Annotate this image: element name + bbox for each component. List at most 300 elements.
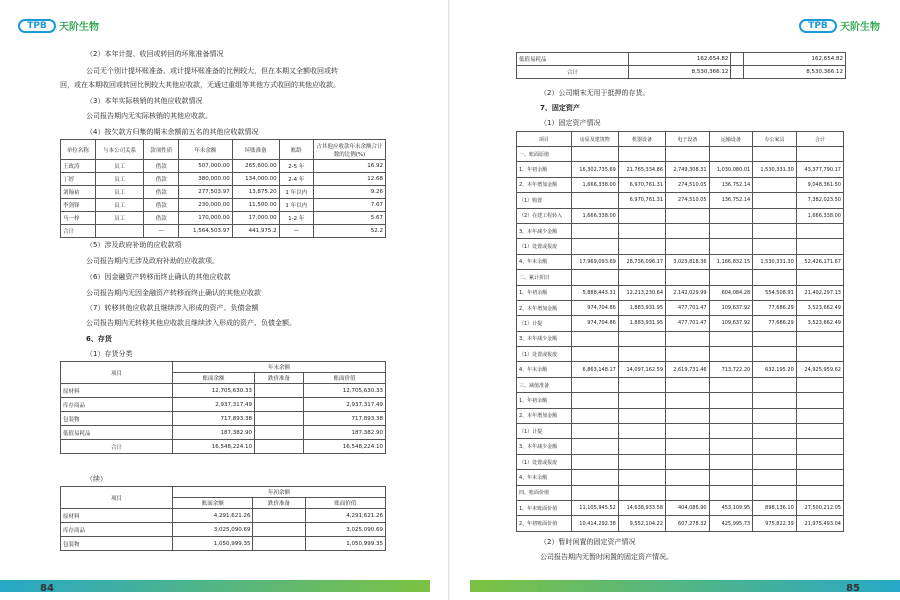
t1-cell: 刘翰祐 xyxy=(61,186,96,199)
t5-cell xyxy=(796,470,843,485)
t5-cell: 14,638,933.58 xyxy=(618,500,665,515)
t2-cell: 原材料 xyxy=(61,384,173,398)
t5-cell: 109,637.92 xyxy=(709,316,753,331)
t5-cell xyxy=(571,193,618,208)
footer-bar-right xyxy=(470,580,900,592)
t5-cell xyxy=(666,439,710,454)
t5-cell: 11,105,945.52 xyxy=(571,500,618,515)
t5-cell xyxy=(709,270,753,285)
brand-logo-right xyxy=(799,18,880,33)
t5-cell xyxy=(796,393,843,408)
t5-cell xyxy=(753,377,797,392)
t2-cell: 717,893.38 xyxy=(303,412,385,426)
t5-cell: （1）购置 xyxy=(517,193,572,208)
t5-cell xyxy=(618,408,665,423)
t1-cell: 9.26 xyxy=(314,186,386,199)
table-row xyxy=(517,147,844,162)
t5-head-1: 房屋及建筑物 xyxy=(571,132,618,147)
t5-cell xyxy=(666,393,710,408)
t1-cell: 17,000.00 xyxy=(232,212,279,225)
t2-cell: 2,937,317.49 xyxy=(303,398,385,412)
para-top5-heading: （4）按欠款方归集的期末余额前五名的其他应收款情况 xyxy=(86,128,259,136)
t1-cell: 借款 xyxy=(144,173,179,186)
t5-cell xyxy=(618,424,665,439)
t3-head-group: 年初余额 xyxy=(173,487,386,498)
t3-cell: 3,025,090.69 xyxy=(173,523,253,537)
table-row xyxy=(517,193,844,208)
t1-cell: 1-2 年 xyxy=(279,212,313,225)
brand-name: 天阶生物 xyxy=(59,22,99,33)
t5-cell: 3、本年减少金额 xyxy=(517,223,572,238)
t5-cell: 三、减值准备 xyxy=(517,377,572,392)
t1-cell xyxy=(95,225,144,238)
t2-cell xyxy=(255,426,304,440)
brand-mark-right: TPB xyxy=(799,19,837,33)
t2-cell: 187,382.90 xyxy=(173,426,255,440)
t2-head-item: 项目 xyxy=(61,362,173,384)
t5-cell xyxy=(571,331,618,346)
t1-head-4: 坏账准备 xyxy=(232,140,279,160)
t5-cell xyxy=(709,485,753,500)
table-row xyxy=(61,225,386,238)
t5-cell: 713,722.20 xyxy=(709,362,753,377)
t5-cell xyxy=(796,270,843,285)
t5-cell xyxy=(571,377,618,392)
t3-cell xyxy=(253,523,305,537)
para-bad-debt-1: 公司无个别计提坏账准备、或计提坏账准备的比例较大，但在本期又全额收回或转 xyxy=(86,67,338,75)
t5-cell xyxy=(709,454,753,469)
t5-cell: 12,213,230.64 xyxy=(618,285,665,300)
t5-cell: 974,704.86 xyxy=(571,300,618,315)
t1-head-0: 单位名称 xyxy=(61,140,96,160)
t5-cell xyxy=(618,270,665,285)
t5-cell: （1）处置或报废 xyxy=(517,239,572,254)
t2-cell: 合计 xyxy=(61,440,173,454)
t5-cell xyxy=(571,454,618,469)
t5-cell xyxy=(666,424,710,439)
t5-cell: 28,736,096.17 xyxy=(618,254,665,269)
t5-cell xyxy=(796,454,843,469)
t5-cell xyxy=(709,377,753,392)
t3-head-item: 项目 xyxy=(61,487,173,509)
table-row xyxy=(517,516,844,531)
t4-cell: 合计 xyxy=(517,66,629,79)
t5-head-2: 机器设备 xyxy=(618,132,665,147)
t1-cell: — xyxy=(279,225,313,238)
t5-cell xyxy=(618,331,665,346)
t5-cell xyxy=(753,223,797,238)
t5-cell xyxy=(666,347,710,362)
t5-head-5: 办公家具 xyxy=(753,132,797,147)
table-row xyxy=(517,208,844,223)
t5-cell xyxy=(571,239,618,254)
t5-cell xyxy=(666,377,710,392)
t5-cell: 425,995.73 xyxy=(709,516,753,531)
t1-cell: 277,503.97 xyxy=(179,186,233,199)
t5-cell: 6,863,148.17 xyxy=(571,362,618,377)
t1-cell: 12.68 xyxy=(314,173,386,186)
t4-cell: 162,654.82 xyxy=(629,53,731,66)
table-row xyxy=(61,173,386,186)
t5-cell xyxy=(618,377,665,392)
t5-cell: 四、账面价值 xyxy=(517,485,572,500)
t1-cell: 2-4 年 xyxy=(279,173,313,186)
table-row xyxy=(517,239,844,254)
t5-cell: 898,136.10 xyxy=(753,500,797,515)
table-row xyxy=(517,223,844,238)
table-row xyxy=(61,186,386,199)
table-row xyxy=(61,384,386,398)
table-row xyxy=(517,177,844,192)
t5-cell xyxy=(796,408,843,423)
t5-cell xyxy=(753,439,797,454)
t5-cell: 453,109.95 xyxy=(709,500,753,515)
t2-cell: 包装物 xyxy=(61,412,173,426)
t5-cell xyxy=(709,470,753,485)
para-subsidy-heading: （5）涉及政府补助的应收款项 xyxy=(86,241,182,249)
t5-cell: 2,749,308.31 xyxy=(666,162,710,177)
t2-cell xyxy=(255,384,304,398)
t5-cell xyxy=(796,347,843,362)
t5-cell xyxy=(666,454,710,469)
t5-head-6: 合计 xyxy=(796,132,843,147)
table-row xyxy=(61,426,386,440)
t2-cell xyxy=(255,398,304,412)
t5-cell: 607,278.32 xyxy=(666,516,710,531)
t5-cell xyxy=(666,223,710,238)
t5-cell xyxy=(753,347,797,362)
t5-cell: 27,500,212.05 xyxy=(796,500,843,515)
t2-cell: 16,548,224.10 xyxy=(303,440,385,454)
t1-head-6: 占其他应收款年末余额合计数的比例(%) xyxy=(314,140,386,160)
t5-cell xyxy=(753,424,797,439)
t5-cell: 1、年初余额 xyxy=(517,162,572,177)
t1-cell: 507,000.00 xyxy=(179,160,233,173)
table-row xyxy=(517,485,844,500)
t5-cell: 1,666,338.00 xyxy=(571,177,618,192)
section-title-inventory: 6、存货 xyxy=(86,335,112,343)
para-inventory-class: （1）存货分类 xyxy=(86,350,133,358)
t5-cell: 404,086.90 xyxy=(666,500,710,515)
t5-cell xyxy=(709,208,753,223)
t5-cell: 1,666,338.00 xyxy=(796,208,843,223)
t1-cell: 员工 xyxy=(95,199,144,212)
table-row xyxy=(517,454,844,469)
t5-cell: 1、年初余额 xyxy=(517,285,572,300)
t1-cell: 13,875.20 xyxy=(232,186,279,199)
t3-head-balance: 账面余额 xyxy=(173,498,253,509)
para-idle-text: 公司报告期内无暂时闲置的固定资产情况。 xyxy=(540,553,673,561)
t5-cell xyxy=(796,485,843,500)
t5-cell xyxy=(666,331,710,346)
t5-cell: 136,752.14 xyxy=(709,177,753,192)
t1-cell: 借款 xyxy=(144,199,179,212)
t2-cell: 低值易耗品 xyxy=(61,426,173,440)
t5-cell: 1,883,931.95 xyxy=(618,300,665,315)
table-row xyxy=(517,470,844,485)
t1-cell: 52.2 xyxy=(314,225,386,238)
t1-cell: 丁婷 xyxy=(61,173,96,186)
table-row xyxy=(61,160,386,173)
t5-cell: 24,925,959.62 xyxy=(796,362,843,377)
table-row xyxy=(517,347,844,362)
t5-cell xyxy=(666,470,710,485)
t1-cell: 11,500.00 xyxy=(232,199,279,212)
t1-cell: 李剑锋 xyxy=(61,199,96,212)
t5-cell xyxy=(666,485,710,500)
t5-cell xyxy=(709,393,753,408)
t1-cell: 1,564,503.97 xyxy=(179,225,233,238)
t5-cell: 3、本年减少金额 xyxy=(517,331,572,346)
t5-cell: 2、本年增加金额 xyxy=(517,300,572,315)
table-row xyxy=(61,199,386,212)
t5-cell xyxy=(796,239,843,254)
t1-cell: 134,000.00 xyxy=(232,173,279,186)
t5-cell xyxy=(709,147,753,162)
para-writeoff-text: 公司报告期内无实际核销的其他应收款。 xyxy=(86,112,212,120)
t1-cell: 265,600.00 xyxy=(232,160,279,173)
t5-cell xyxy=(709,439,753,454)
page-number-left: 84 xyxy=(40,583,54,594)
right-page xyxy=(450,0,900,600)
t5-cell: 974,704.86 xyxy=(571,316,618,331)
t1-head-1: 与本公司关系 xyxy=(95,140,144,160)
table-row xyxy=(517,362,844,377)
t1-cell: 马一梓 xyxy=(61,212,96,225)
table-row xyxy=(517,316,844,331)
t5-cell xyxy=(618,223,665,238)
t5-cell: 1、年末账面价值 xyxy=(517,500,572,515)
para-subsidy-text: 公司报告期内无涉及政府补助的应收款项。 xyxy=(86,257,219,265)
t2-head-balance: 账面余额 xyxy=(173,373,255,384)
t3-cell xyxy=(253,509,305,523)
t1-cell: 16.92 xyxy=(314,160,386,173)
t5-cell: 16,302,735.69 xyxy=(571,162,618,177)
t3-cell: 包装物 xyxy=(61,537,173,551)
para-no-pledge: （2）公司期末无用于抵押的存货。 xyxy=(540,89,650,97)
brand-name-right: 天阶生物 xyxy=(840,22,880,33)
t3-head-value: 账面价值 xyxy=(305,498,385,509)
t5-head-4: 运输设备 xyxy=(709,132,753,147)
t5-cell xyxy=(571,470,618,485)
table-row xyxy=(517,254,844,269)
t5-cell: 43,377,790.17 xyxy=(796,162,843,177)
table-row xyxy=(517,331,844,346)
table-row xyxy=(517,285,844,300)
t5-cell xyxy=(571,439,618,454)
t5-cell: 1,530,331.30 xyxy=(753,254,797,269)
t2-head-provision: 跌价准备 xyxy=(255,373,304,384)
t5-cell xyxy=(753,239,797,254)
t5-cell xyxy=(618,347,665,362)
t5-cell: 604,084.28 xyxy=(709,285,753,300)
t3-head-provision: 跌价准备 xyxy=(253,498,305,509)
inventory-continued-table xyxy=(516,52,846,79)
t5-cell: 3、本年减少金额 xyxy=(517,439,572,454)
t2-head-value: 账面价值 xyxy=(303,373,385,384)
table-row xyxy=(517,300,844,315)
para-transfer-text: 公司报告期内无因金融资产转移而终止确认的其他应收款 xyxy=(86,289,261,297)
t5-cell: 2、年初账面价值 xyxy=(517,516,572,531)
brand-logo xyxy=(18,18,99,33)
t5-cell: 二、累计折旧 xyxy=(517,270,572,285)
t5-cell: 17,969,093.69 xyxy=(571,254,618,269)
t5-cell: 1,666,338.00 xyxy=(571,208,618,223)
t5-cell: 7,382,023.50 xyxy=(796,193,843,208)
t5-cell: 1,166,832.15 xyxy=(709,254,753,269)
t5-cell xyxy=(753,193,797,208)
t5-cell xyxy=(709,408,753,423)
t5-cell xyxy=(618,208,665,223)
t5-cell xyxy=(753,177,797,192)
t5-cell: （1）处置或报废 xyxy=(517,347,572,362)
t5-cell xyxy=(666,147,710,162)
t5-cell: 5,888,443.31 xyxy=(571,285,618,300)
t1-cell: 1 年以内 xyxy=(279,186,313,199)
t3-cell: 1,050,999.35 xyxy=(173,537,253,551)
t5-cell: 274,510.05 xyxy=(666,177,710,192)
t5-cell xyxy=(666,208,710,223)
t1-cell: 借款 xyxy=(144,160,179,173)
t2-cell: 库存商品 xyxy=(61,398,173,412)
t5-cell xyxy=(571,270,618,285)
t1-cell: 380,000.00 xyxy=(179,173,233,186)
t5-cell xyxy=(571,485,618,500)
para-bad-debt-2: 回，或在本期收回或转回比例较大其他应收款，无通过重组等其他方式收回的其他应收款。 xyxy=(60,81,340,89)
t5-cell: 109,637.92 xyxy=(709,300,753,315)
t3-cell xyxy=(253,537,305,551)
t5-cell xyxy=(618,239,665,254)
t5-cell: 1、年初余额 xyxy=(517,393,572,408)
t5-cell xyxy=(753,470,797,485)
t1-cell: 借款 xyxy=(144,212,179,225)
t5-cell: 3,023,818.36 xyxy=(666,254,710,269)
t4-cell: 8,530,366.12 xyxy=(743,66,845,79)
t5-head-0: 项目 xyxy=(517,132,572,147)
t1-cell: 王政涛 xyxy=(61,160,96,173)
t5-head-3: 电子设备 xyxy=(666,132,710,147)
table-row xyxy=(517,162,844,177)
t5-cell xyxy=(666,270,710,285)
table-row xyxy=(61,509,386,523)
t5-cell xyxy=(666,239,710,254)
t2-cell: 12,705,630.33 xyxy=(173,384,255,398)
table-row xyxy=(517,377,844,392)
t5-cell xyxy=(796,439,843,454)
t2-cell: 2,937,317.49 xyxy=(173,398,255,412)
t5-cell: 一、账面原值 xyxy=(517,147,572,162)
table-row xyxy=(517,500,844,515)
inventory-year-begin-table xyxy=(60,486,386,551)
t5-cell: 10,414,292.38 xyxy=(571,516,618,531)
t5-cell xyxy=(796,377,843,392)
para-idle-heading: （2）暂时闲置的固定资产情况 xyxy=(540,538,636,546)
t5-cell: 14,097,162.59 xyxy=(618,362,665,377)
t5-cell xyxy=(571,393,618,408)
t1-cell: 1 年以内 xyxy=(279,199,313,212)
t5-cell: 1,030,080.01 xyxy=(709,162,753,177)
fixed-assets-table xyxy=(516,131,844,532)
t5-cell xyxy=(618,485,665,500)
t1-cell: 员工 xyxy=(95,173,144,186)
section-title-fixed-assets: 7、固定资产 xyxy=(540,104,580,112)
table-row xyxy=(61,398,386,412)
t5-cell: 2,619,731.46 xyxy=(666,362,710,377)
t5-cell xyxy=(618,439,665,454)
para-involvement-text: 公司报告期内无转移其他应收款且继续涉入形成的资产、负债金额。 xyxy=(86,319,296,327)
t5-cell: 9,552,104.22 xyxy=(618,516,665,531)
para-writeoff-heading: （3）本年实际核销的其他应收款情况 xyxy=(86,97,203,105)
table-row xyxy=(61,440,386,454)
t2-cell: 12,705,630.33 xyxy=(303,384,385,398)
para-fixed-assets-heading: （1）固定资产情况 xyxy=(540,119,601,127)
table-row xyxy=(517,66,846,79)
table-row xyxy=(61,212,386,225)
t1-cell: 230,000.00 xyxy=(179,199,233,212)
para-bad-debt-heading: （2）本年计提、收回或转回的坏账准备情况 xyxy=(86,50,224,58)
t5-cell: 554,508.91 xyxy=(753,285,797,300)
t1-head-3: 年末余额 xyxy=(179,140,233,160)
t3-cell: 原材料 xyxy=(61,509,173,523)
t2-cell xyxy=(255,412,304,426)
t1-cell: 7.67 xyxy=(314,199,386,212)
t5-cell xyxy=(709,331,753,346)
t5-cell xyxy=(571,223,618,238)
table-row xyxy=(61,523,386,537)
t3-cell: 1,050,999.35 xyxy=(305,537,385,551)
t5-cell: （1）计提 xyxy=(517,424,572,439)
t2-cell: 717,893.38 xyxy=(173,412,255,426)
t3-cell: 3,025,090.69 xyxy=(305,523,385,537)
t5-cell: 21,975,493.04 xyxy=(796,516,843,531)
t5-cell xyxy=(618,454,665,469)
t5-cell xyxy=(571,424,618,439)
t5-cell: 6,970,761.31 xyxy=(618,177,665,192)
t2-cell: 16,548,224.10 xyxy=(173,440,255,454)
table-row xyxy=(517,393,844,408)
table-row xyxy=(517,270,844,285)
t1-cell: 441,975.2 xyxy=(232,225,279,238)
t1-cell: 合计 xyxy=(61,225,96,238)
t1-cell: 5.67 xyxy=(314,212,386,225)
t4-cell: 低值易耗品 xyxy=(517,53,629,66)
t5-cell: 2、本年增加金额 xyxy=(517,177,572,192)
t2-cell xyxy=(255,440,304,454)
t5-cell: 632,195.20 xyxy=(753,362,797,377)
table-row xyxy=(517,53,846,66)
t5-cell xyxy=(571,347,618,362)
t1-head-5: 账龄 xyxy=(279,140,313,160)
t3-cell: 4,291,621.26 xyxy=(305,509,385,523)
t1-cell: 员工 xyxy=(95,212,144,225)
t5-cell: 21,765,334.86 xyxy=(618,162,665,177)
t5-cell xyxy=(709,347,753,362)
t5-cell xyxy=(618,147,665,162)
t4-cell: 162,654.82 xyxy=(743,53,845,66)
table-row xyxy=(517,408,844,423)
table-row xyxy=(61,412,386,426)
t5-cell xyxy=(618,470,665,485)
t5-cell xyxy=(796,331,843,346)
t5-cell: （1）计提 xyxy=(517,316,572,331)
t5-cell: 2,142,029.99 xyxy=(666,285,710,300)
t4-cell: 8,530,366.12 xyxy=(629,66,731,79)
t5-cell: 6,970,761.31 xyxy=(618,193,665,208)
footer-bar-left xyxy=(0,580,430,592)
t5-cell: 477,701.47 xyxy=(666,316,710,331)
t4-cell xyxy=(731,66,743,79)
t5-cell: 52,426,171.67 xyxy=(796,254,843,269)
